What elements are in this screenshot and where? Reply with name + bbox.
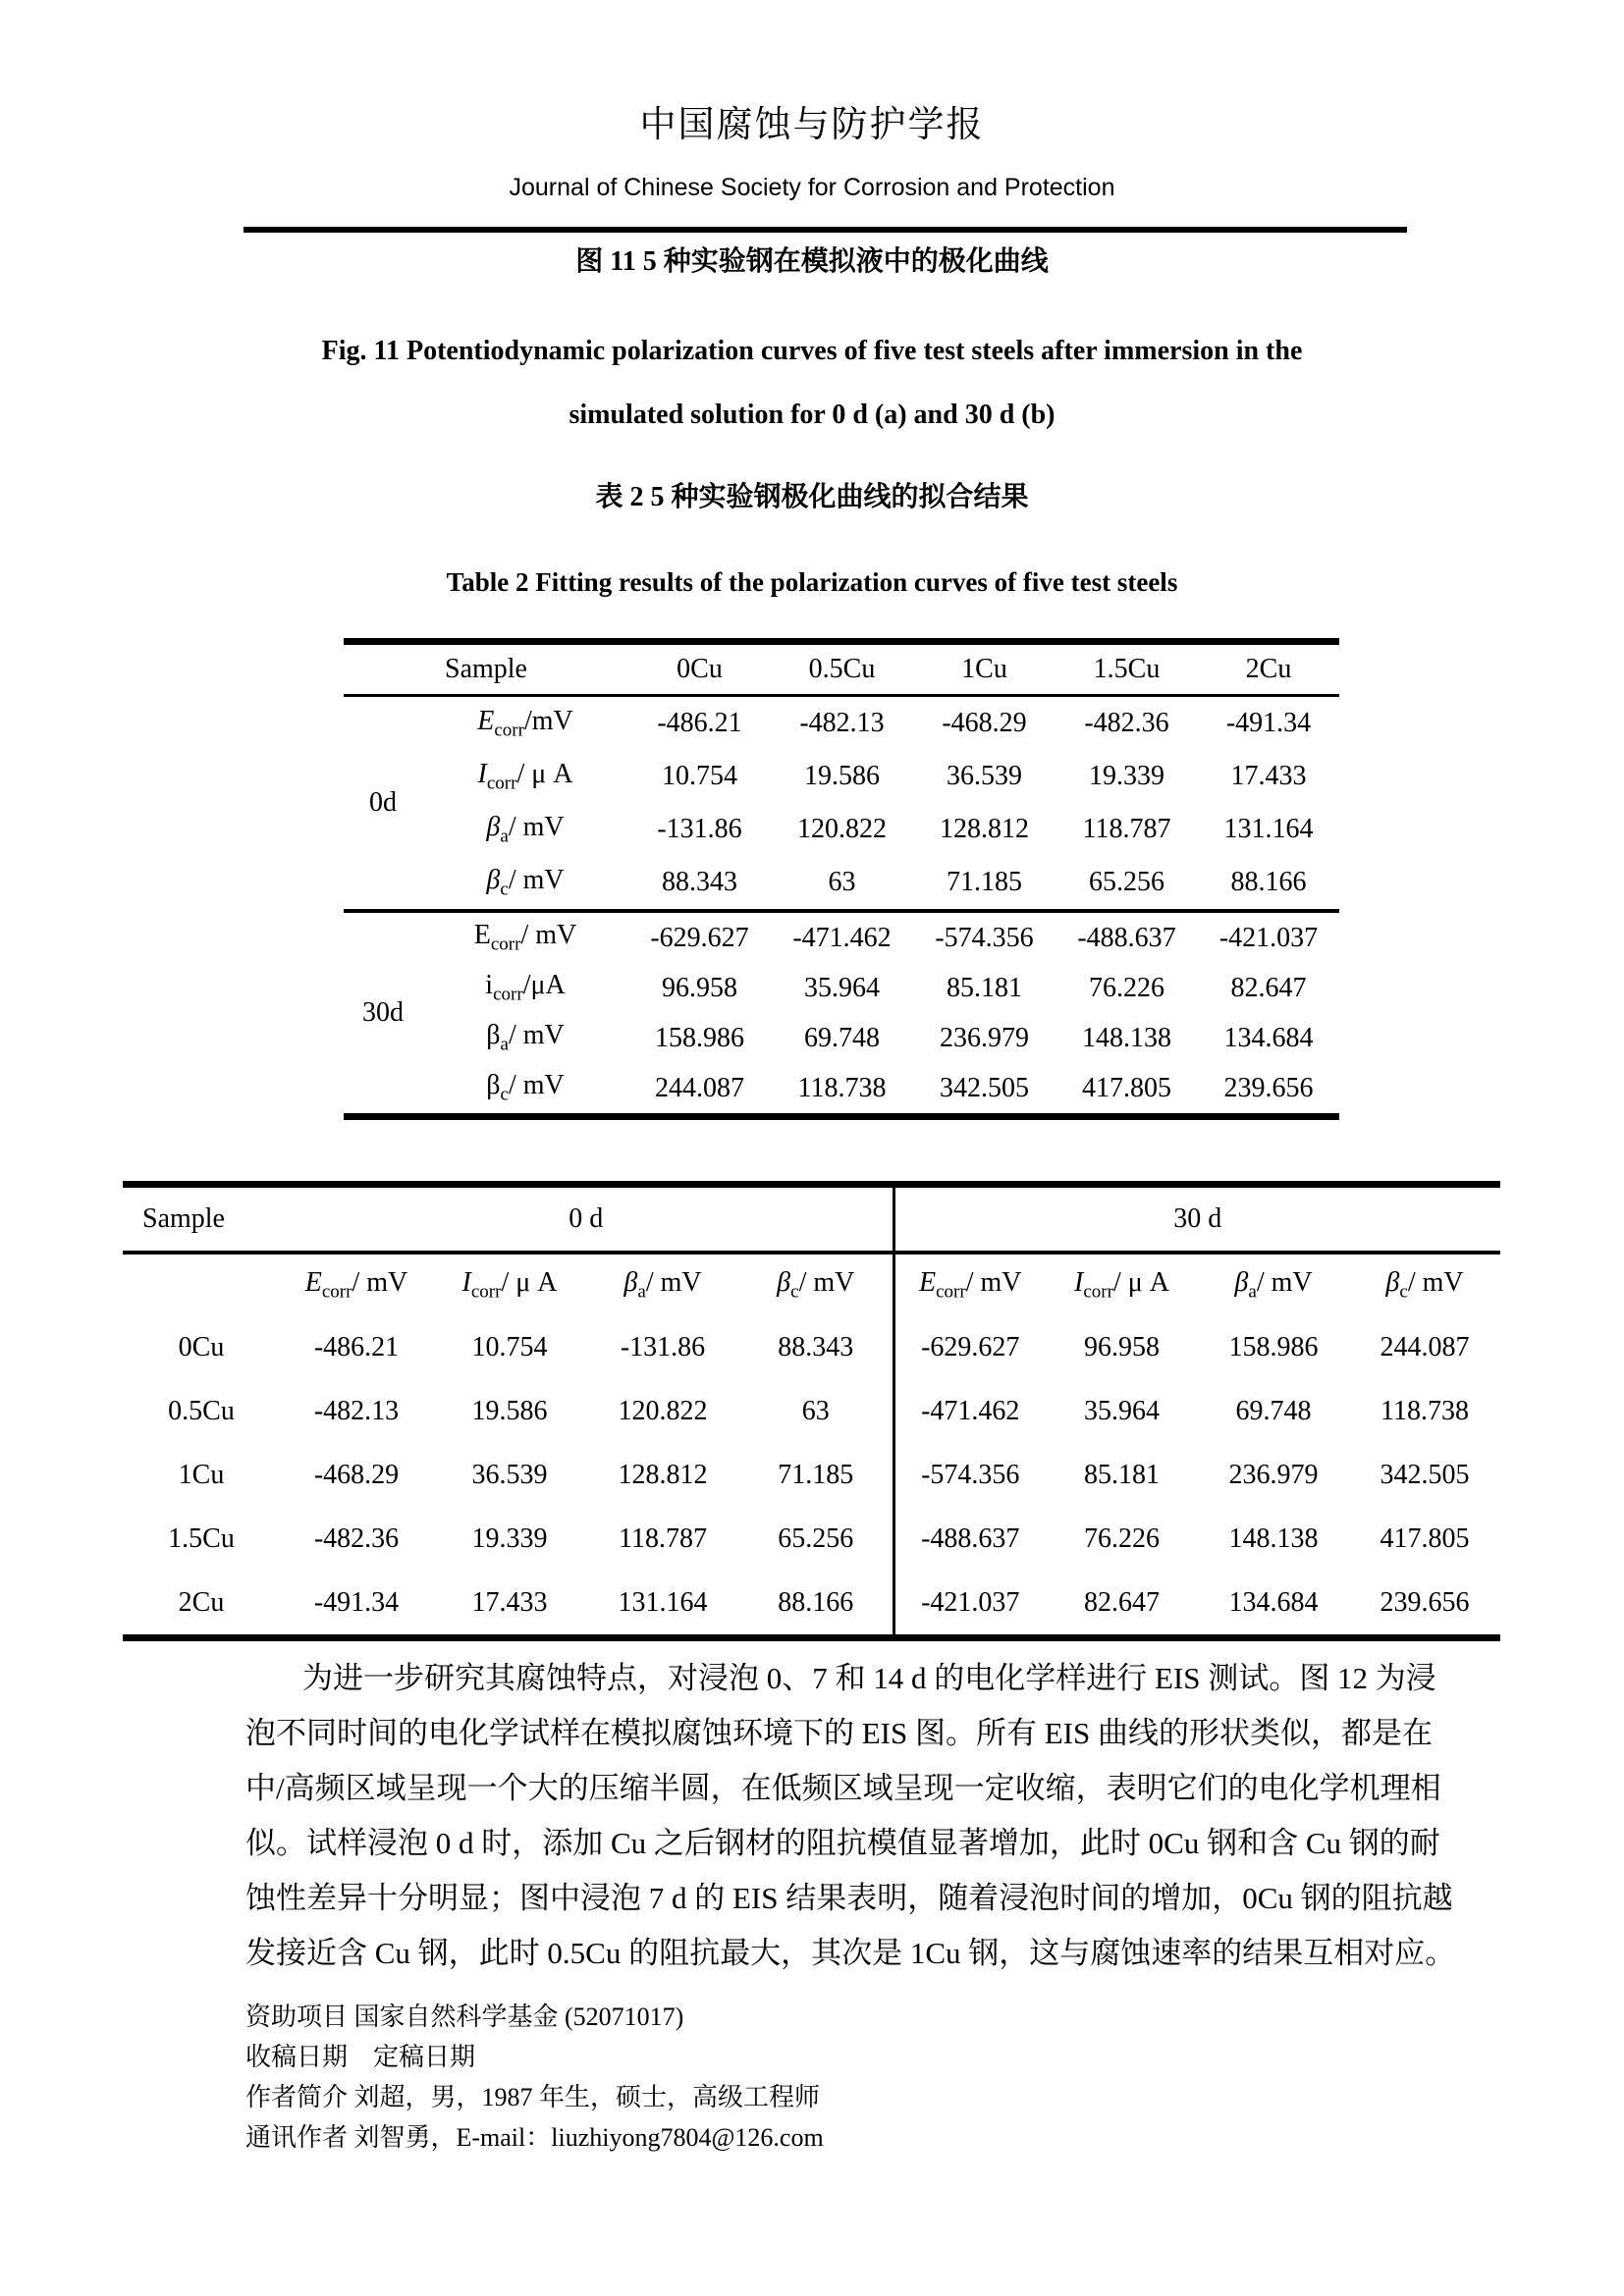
- table2-subheader: $I_{corr}/$ μ A: [461, 1266, 558, 1303]
- table1-value-cell: 244.087: [655, 1072, 744, 1103]
- table2-subheader: $\beta_c/$ mV: [1385, 1266, 1464, 1303]
- table2-header-row: [123, 1185, 1500, 1254]
- table1-group-label: 0d: [369, 787, 397, 818]
- table1-value-cell: 131.164: [1223, 814, 1314, 844]
- table2-subheader: $\beta_a/$ mV: [623, 1266, 702, 1303]
- table2-value-cell: 69.748: [1235, 1395, 1312, 1426]
- table2-value-cell: -468.29: [313, 1459, 400, 1490]
- table2-value-cell: 148.138: [1228, 1522, 1319, 1554]
- table1-value-cell: 417.805: [1082, 1072, 1171, 1103]
- summary-table: [123, 1181, 1500, 1641]
- table2-value-cell: 134.684: [1228, 1586, 1319, 1618]
- table2-value-cell: 118.738: [1380, 1395, 1469, 1426]
- table-row: [344, 911, 1339, 963]
- table1-param-label: $E_{corr}/mV$: [477, 705, 573, 741]
- table2-value-cell: 71.185: [739, 1443, 893, 1507]
- table1-value-cell: -468.29: [942, 708, 1027, 738]
- table2-value-cell: -486.21: [313, 1331, 400, 1362]
- table1-param-label: $I_{corr}/$ μ A: [477, 758, 573, 794]
- figure-caption-en-line1: Fig. 11 Potentiodynamic polarization curves of five test steels after immersion in the: [321, 336, 1303, 366]
- table2-value-cell: 85.181: [1084, 1459, 1160, 1490]
- paragraph-line: 发接近含 Cu 钢，此时 0.5Cu 的阻抗最大，其次是 1Cu 钢，这与腐蚀速率的结果互相对应。: [245, 1936, 1456, 1970]
- table1-value-cell: 19.586: [804, 761, 880, 791]
- table2-value-cell: 236.979: [1228, 1459, 1319, 1490]
- table1-value-cell: -421.037: [1198, 911, 1339, 963]
- table2-value-cell: 417.805: [1380, 1522, 1470, 1554]
- table2-value-cell: 10.754: [471, 1331, 548, 1362]
- table2-value-cell: -488.637: [921, 1522, 1020, 1554]
- table1-value-cell: 10.754: [662, 761, 737, 791]
- table2-subheader-row: [123, 1253, 1500, 1315]
- table1-value-cell: -491.34: [1225, 708, 1312, 738]
- table1-value-cell: -482.13: [799, 708, 885, 738]
- table1-value-cell: -574.356: [913, 911, 1056, 963]
- table-row: [123, 1379, 1500, 1443]
- table1-param-label: $\beta_c/$ mV: [486, 1070, 565, 1105]
- table1-value-cell: 158.986: [655, 1022, 744, 1053]
- table1-value-cell: 239.656: [1223, 1072, 1314, 1103]
- table1-group-30d: [344, 911, 1339, 1117]
- table2-value-cell: 120.822: [618, 1395, 708, 1426]
- table-row: [344, 963, 1339, 1013]
- footer-line: 作者简介 刘超，男，1987 年生，硕士，高级工程师: [245, 2083, 821, 2111]
- table2-sample-cell: 0Cu: [178, 1331, 225, 1362]
- table2-value-cell: 88.343: [739, 1315, 893, 1379]
- table2-value-cell: -421.037: [921, 1586, 1020, 1618]
- table1-value-cell: 236.979: [940, 1022, 1029, 1053]
- table1-param-label: $\beta_a/$ mV: [486, 1020, 565, 1055]
- table2-header-sample: Sample: [123, 1185, 280, 1254]
- table1-value-cell: 342.505: [940, 1072, 1029, 1103]
- figure-caption-zh: 图 11 5 种实验钢在模拟液中的极化曲线: [575, 246, 1049, 277]
- table1-group-label: 30d: [344, 911, 422, 1117]
- table1-value-cell: -482.36: [1084, 708, 1169, 738]
- table1-value-cell: 65.256: [1089, 867, 1164, 897]
- table2-value-cell: 96.958: [1084, 1331, 1160, 1362]
- table1-header-col: 2Cu: [1198, 642, 1339, 696]
- table2-header-30d: 30 d: [893, 1185, 1500, 1254]
- table1-value-cell: 118.787: [1082, 814, 1171, 844]
- paragraph-line: 为进一步研究其腐蚀特点，对浸泡 0、7 和 14 d 的电化学样进行 EIS 测试。图 12 为浸: [302, 1661, 1436, 1695]
- table2-subheader: $E_{corr}/$ mV: [918, 1266, 1022, 1303]
- table2-value-cell: 342.505: [1380, 1459, 1470, 1490]
- footer-line: 通讯作者 刘智勇，E-mail：liuzhiyong7804@126.com: [245, 2123, 824, 2152]
- table1-header-col: 0Cu: [628, 642, 771, 696]
- table1-param-label: $E_{corr}/$ mV: [422, 911, 628, 963]
- table2-subheader: $I_{corr}/$ μ A: [1074, 1266, 1169, 1303]
- table1-group-0d: [344, 696, 1339, 912]
- table2-value-cell: 19.339: [471, 1522, 548, 1554]
- journal-title-en: Journal of Chinese Society for Corrosion and Protection: [509, 174, 1115, 201]
- table2-value-cell: 35.964: [1084, 1395, 1160, 1426]
- table2-value-cell: -131.86: [620, 1331, 706, 1362]
- table1-value-cell: 63: [828, 867, 856, 897]
- table-row: [123, 1315, 1500, 1379]
- header-rule: [244, 227, 1407, 233]
- footer-notes: [245, 1997, 1473, 2158]
- table2-value-cell: 82.647: [1084, 1586, 1160, 1618]
- table1-param-label: $\beta_a/$ mV: [486, 811, 565, 847]
- table2-subheader: $E_{corr}/$ mV: [304, 1266, 408, 1303]
- table1-value-cell: -471.462: [771, 911, 913, 963]
- table1-header-sample: Sample: [344, 642, 628, 696]
- table1-param-label: $\beta_c/$ mV: [486, 864, 565, 900]
- table2-value-cell: 63: [739, 1379, 893, 1443]
- table2-value-cell: 244.087: [1380, 1331, 1470, 1362]
- table2-value-cell: -471.462: [921, 1395, 1020, 1426]
- table-row: [344, 803, 1339, 856]
- table2-value-cell: 131.164: [618, 1586, 708, 1618]
- table1-value-cell: 96.958: [662, 972, 737, 1003]
- table1-value-cell: 88.343: [662, 867, 737, 897]
- footer-line: 收稿日期 定稿日期: [245, 2043, 476, 2071]
- table1-value-cell: 82.647: [1230, 972, 1307, 1003]
- table1-value-cell: 148.138: [1082, 1022, 1171, 1053]
- table2-value-cell: 19.586: [471, 1395, 548, 1426]
- table2-sample-cell: 1.5Cu: [168, 1522, 235, 1554]
- table1-value-cell: 118.738: [797, 1072, 887, 1103]
- table-row: [123, 1443, 1500, 1507]
- paragraph-line: 蚀性差异十分明显；图中浸泡 7 d 的 EIS 结果表明，随着浸泡时间的增加，0Cu 钢的阻抗越: [245, 1881, 1453, 1915]
- table-row: [344, 696, 1339, 751]
- table1-value-cell: 71.185: [947, 867, 1022, 897]
- table2-body: [123, 1315, 1500, 1638]
- table2-value-cell: 128.812: [618, 1459, 708, 1490]
- table2-value-cell: -574.356: [921, 1459, 1020, 1490]
- table1-header-col: 1Cu: [913, 642, 1056, 696]
- table1-value-cell: 19.339: [1089, 761, 1164, 791]
- fitting-results-table: [344, 638, 1339, 1120]
- footer-line: 资助项目 国家自然科学基金 (52071017): [245, 2002, 684, 2031]
- table2-subheader: $\beta_c/$ mV: [739, 1253, 893, 1315]
- table2-value-cell: -491.34: [313, 1586, 400, 1618]
- table1-value-cell: 69.748: [804, 1022, 880, 1053]
- table2-value-cell: 118.787: [619, 1522, 707, 1554]
- figure-caption-en-line2: simulated solution for 0 d (a) and 30 d (b): [568, 400, 1056, 430]
- journal-title-zh: 中国腐蚀与防护学报: [639, 105, 985, 145]
- table-caption-zh: 表 2 5 种实验钢极化曲线的拟合结果: [595, 482, 1029, 512]
- table1-header-col: 0.5Cu: [771, 642, 913, 696]
- table1-value-cell: 17.433: [1230, 761, 1307, 791]
- table2-value-cell: -482.13: [313, 1395, 400, 1426]
- table2-value-cell: 36.539: [471, 1459, 548, 1490]
- table-row: [123, 1507, 1500, 1571]
- table-caption-en: Table 2 Fitting results of the polarization curves of five test steels: [446, 567, 1178, 597]
- table1-value-cell: -488.637: [1056, 911, 1198, 963]
- table-row: [344, 856, 1339, 911]
- paragraph-line: 泡不同时间的电化学试样在模拟腐蚀环境下的 EIS 图。所有 EIS 曲线的形状类似，都是在: [245, 1716, 1433, 1750]
- paragraph-line: 中/高频区域呈现一个大的压缩半圆，在低频区域呈现一定收缩，表明它们的电化学机理相: [245, 1771, 1441, 1805]
- table-row: [344, 1063, 1339, 1117]
- table2-value-cell: 158.986: [1228, 1331, 1319, 1362]
- table1-value-cell: -629.627: [628, 911, 771, 963]
- body-paragraph: [245, 1651, 1456, 1981]
- table2-sample-cell: 0.5Cu: [168, 1395, 235, 1426]
- table-row: [344, 1013, 1339, 1063]
- table1-value-cell: -486.21: [657, 708, 742, 738]
- table2-subheader: $\beta_a/$ mV: [1234, 1266, 1313, 1303]
- table2-value-cell: 88.166: [739, 1571, 893, 1638]
- table1-value-cell: 134.684: [1223, 1022, 1314, 1053]
- table2-value-cell: 239.656: [1380, 1586, 1470, 1618]
- table2-value-cell: -482.36: [313, 1522, 400, 1554]
- table1-header-row: [344, 642, 1339, 696]
- table1-value-cell: 76.226: [1089, 972, 1164, 1003]
- table2-subheader-empty: [123, 1253, 280, 1315]
- table1-value-cell: 35.964: [804, 972, 880, 1003]
- table1-value-cell: 36.539: [947, 761, 1022, 791]
- table1-param-label: $i_{corr}/\mu A$: [485, 970, 566, 1005]
- paragraph-line: 似。试样浸泡 0 d 时，添加 Cu 之后钢材的阻抗模值显著增加，此时 0Cu 钢和含 Cu 钢的耐: [245, 1826, 1440, 1860]
- table2-value-cell: 76.226: [1084, 1522, 1160, 1554]
- table-row: [344, 750, 1339, 803]
- table2-value-cell: 65.256: [739, 1507, 893, 1571]
- table1-header-col: 1.5Cu: [1056, 642, 1198, 696]
- table2-header-0d: 0 d: [280, 1185, 893, 1254]
- table1-value-cell: 85.181: [947, 972, 1022, 1003]
- table1-value-cell: -131.86: [657, 814, 742, 844]
- table2-sample-cell: 2Cu: [178, 1586, 225, 1618]
- table2-value-cell: 17.433: [471, 1586, 548, 1618]
- table2-sample-cell: 1Cu: [178, 1459, 225, 1490]
- table-row: [123, 1571, 1500, 1638]
- table1-value-cell: 88.166: [1230, 867, 1307, 897]
- table1-value-cell: 128.812: [940, 814, 1029, 844]
- table1-value-cell: 120.822: [797, 814, 887, 844]
- table2-value-cell: -629.627: [921, 1331, 1020, 1362]
